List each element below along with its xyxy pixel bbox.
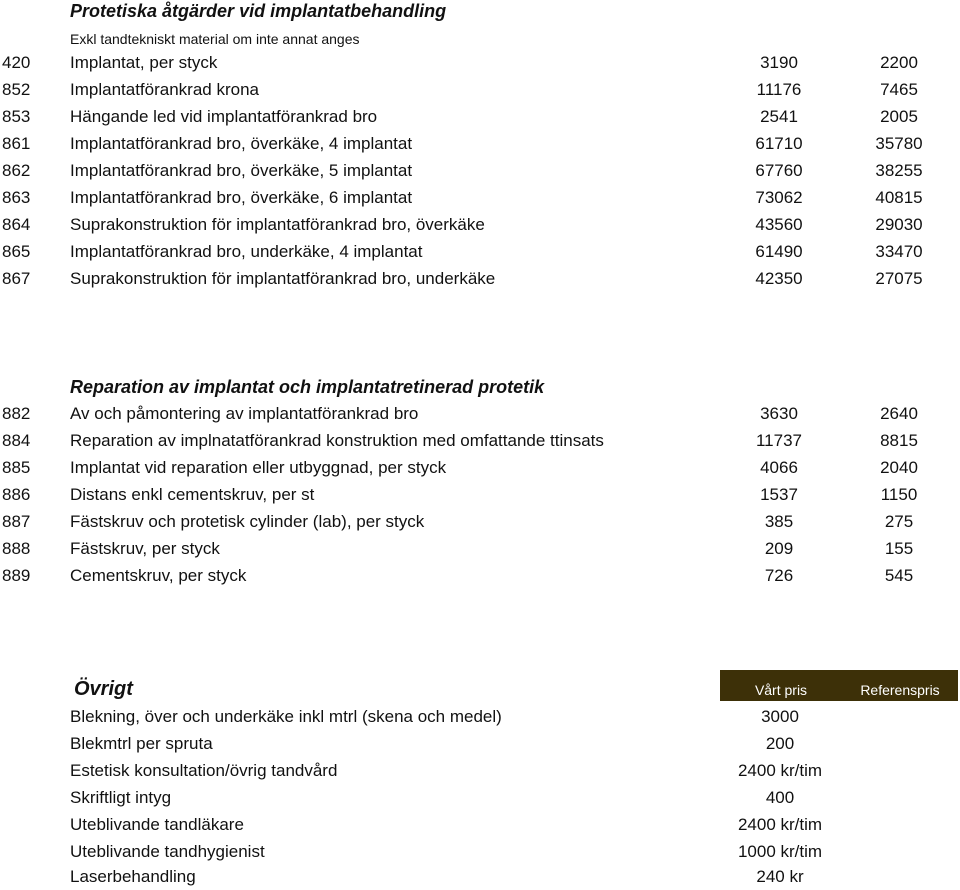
our-price: 11176 [756,80,802,99]
service-description: Uteblivande tandhygienist [70,842,265,861]
table-row [0,427,960,454]
reference-price: 27075 [875,269,923,288]
our-price: 73062 [755,188,803,207]
table-row [0,157,960,184]
reference-price: 2640 [880,404,918,423]
reference-price: 38255 [875,161,923,180]
reference-price: 40815 [875,188,923,207]
reference-price: 7465 [880,80,918,99]
table-row [0,238,960,265]
service-price: 2400 kr/tim [737,761,823,780]
list-item [0,811,960,838]
treatment-code: 886 [2,485,31,504]
our-price: 61490 [755,242,803,261]
list-item [0,784,960,811]
treatment-description: Reparation av implnatatförankrad konstruktion med omfattande ttinsats [70,431,604,450]
our-price: 11737 [755,431,802,450]
reference-price: 155 [884,539,914,558]
treatment-code: 853 [2,107,31,126]
treatment-description: Implantat vid reparation eller utbyggnad, per styck [70,458,447,477]
our-price: 42350 [755,269,803,288]
table-row [0,562,960,589]
treatment-description: Av och påmontering av implantatförankrad bro [70,404,419,423]
our-price: 4066 [760,458,798,477]
service-description: Blekning, över och underkäke inkl mtrl (skena och medel) [70,707,502,726]
service-description: Blekmtrl per spruta [70,734,213,753]
treatment-description: Fästskruv och protetisk cylinder (lab), per styck [70,512,425,531]
treatment-description: Fästskruv, per styck [70,539,220,558]
table-row [0,130,960,157]
our-price: 1537 [760,485,798,504]
treatment-description: Cementskruv, per styck [70,566,247,585]
our-price: 3190 [760,53,798,72]
our-price: 385 [764,512,794,531]
service-price: 2400 kr/tim [737,815,823,834]
treatment-code: 867 [2,269,31,288]
section-title-repair: Reparation av implantat och implantatretinerad protetik [70,377,545,397]
reference-price: 2200 [880,53,918,72]
treatment-code: 864 [2,215,31,234]
table-row [0,508,960,535]
our-price: 43560 [755,215,803,234]
service-price: 400 [765,788,795,807]
treatment-code: 862 [2,161,31,180]
table-row [0,49,960,76]
reference-price: 275 [884,512,914,531]
treatment-code: 852 [2,80,31,99]
table-row [0,535,960,562]
table-row [0,184,960,211]
our-price: 67760 [755,161,803,180]
treatment-code: 885 [2,458,31,477]
treatment-code: 420 [2,53,31,72]
reference-price: 2040 [880,458,918,477]
service-description: Uteblivande tandläkare [70,815,244,834]
list-item [0,730,960,757]
reference-price: 2005 [880,107,918,126]
service-description: Laserbehandling [70,867,196,886]
treatment-description: Implantatförankrad bro, underkäke, 4 implantat [70,242,423,261]
our-price: 61710 [755,134,803,153]
section-title-other: Övrigt [74,678,133,700]
our-price: 3630 [760,404,798,423]
reference-price: 29030 [875,215,923,234]
our-price: 209 [764,539,794,558]
reference-price: 8815 [880,431,918,450]
table-row [0,76,960,103]
service-price: 240 kr [756,867,804,886]
treatment-description: Hängande led vid implantatförankrad bro [70,107,378,126]
treatment-description: Implantatförankrad krona [70,80,259,99]
list-item [0,703,960,730]
table-row [0,211,960,238]
table-row [0,103,960,130]
service-price: 3000 [761,707,799,726]
header-reference-price: Referenspris [860,682,940,698]
service-description: Skriftligt intyg [70,788,172,807]
header-our-price: Vårt pris [754,682,808,698]
section-title-implant-prosthetics: Protetiska åtgärder vid implantatbehandling [70,1,447,21]
list-item [0,757,960,784]
reference-price: 545 [884,566,914,585]
table-row [0,481,960,508]
treatment-code: 887 [2,512,31,531]
list-item [0,863,960,890]
section-note: Exkl tandtekniskt material om inte annat anges [70,31,360,47]
reference-price: 33470 [875,242,923,261]
table-row [0,454,960,481]
treatment-code: 888 [2,539,31,558]
treatment-code: 889 [2,566,31,585]
service-price: 1000 kr/tim [737,842,823,861]
service-price: 200 [765,734,795,753]
treatment-code: 861 [2,134,31,153]
reference-price: 1150 [880,485,918,504]
our-price: 726 [764,566,794,585]
treatment-description: Suprakonstruktion för implantatförankrad bro, överkäke [70,215,485,234]
table-row [0,400,960,427]
table-row [0,265,960,292]
treatment-description: Implantat, per styck [70,53,218,72]
treatment-description: Implantatförankrad bro, överkäke, 5 implantat [70,161,413,180]
treatment-code: 863 [2,188,31,207]
treatment-description: Distans enkl cementskruv, per st [70,485,315,504]
treatment-code: 884 [2,431,31,450]
treatment-description: Implantatförankrad bro, överkäke, 6 implantat [70,188,413,207]
treatment-description: Implantatförankrad bro, överkäke, 4 implantat [70,134,413,153]
treatment-description: Suprakonstruktion för implantatförankrad bro, underkäke [70,269,496,288]
reference-price: 35780 [875,134,923,153]
service-description: Estetisk konsultation/övrig tandvård [70,761,338,780]
list-item [0,838,960,865]
price-header-band [720,670,958,701]
our-price: 2541 [760,107,798,126]
treatment-code: 865 [2,242,31,261]
treatment-code: 882 [2,404,31,423]
